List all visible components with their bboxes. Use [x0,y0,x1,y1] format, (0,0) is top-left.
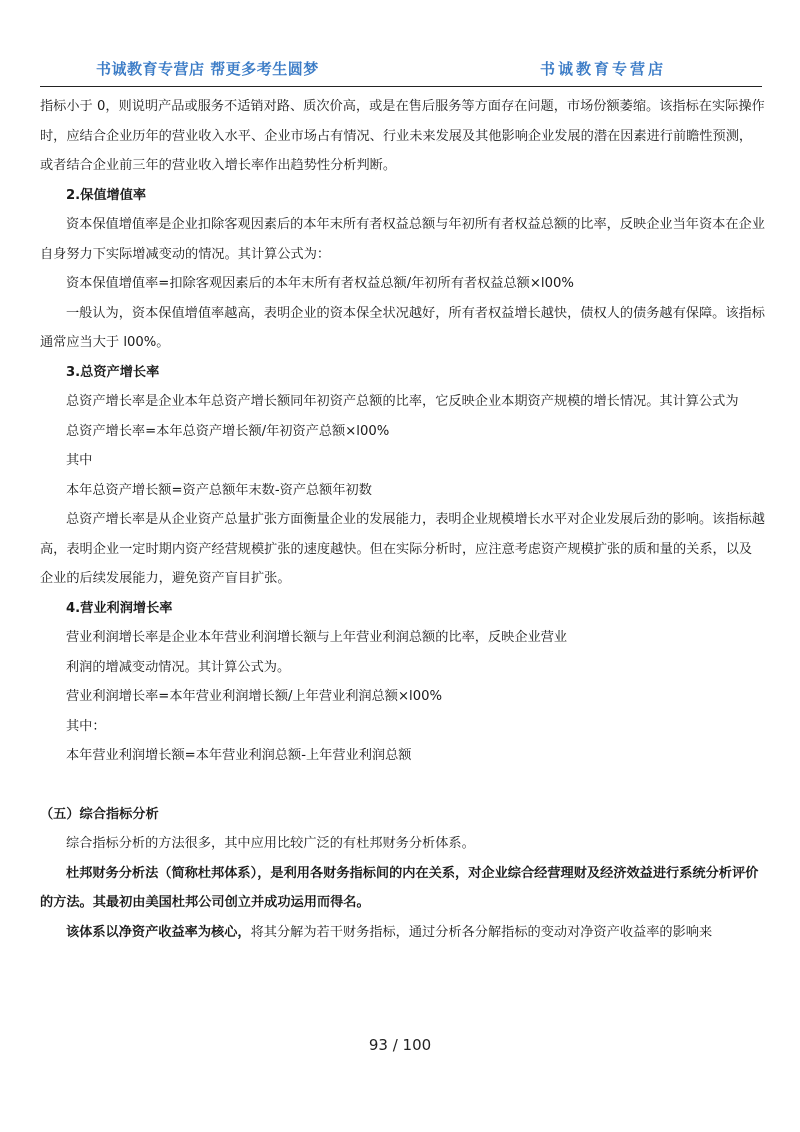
formula: 资本保值增值率=扣除客观因素后的本年末所有者权益总额/年初所有者权益总额×l00% [66,276,574,291]
paragraph-bold [40,859,765,918]
page-number: 93 / 100 [368,1036,432,1054]
spacer [40,771,765,800]
chapter-heading: （五）综合指标分析 [40,806,159,822]
bold-text: 该体系以净资产收益率为核心， [66,924,251,940]
paragraph: 总资产增长率是从企业资产总量扩张方面衡量企业的发展能力，表明企业规模增长水平对企业发展后劲的影响。该指标越高，表明企业一定时期内资产经营规模扩张的速度越快。但在实际分析时，应注意考虑资产规模扩张的质和量的关系，以及企业的后续发展能力，避免资产盲目扩张。 [40,512,765,586]
paragraph: 一般认为，资本保值增值率越高，表明企业的资本保全状况越好，所有者权益增长越快，债权人的债务越有保障。该指标通常应当大于 l00%。 [40,305,765,350]
paragraph: 综合指标分析的方法很多，其中应用比较广泛的有杜邦财务分析体系。 [66,836,475,851]
bold-text: 杜邦财务分析法（简称杜邦体系），是利用各财务指标间的内在关系，对企业综合经营理财及经济效益进行系统分析评价的方法。其最初由美国杜邦公司创立并成功运用而得名。 [40,865,759,910]
paragraph-text: 将其分解为若干财务指标，通过分析各分解指标的变动对净资产收益率的影响来 [250,924,713,940]
formula: 总资产增长率=本年总资产增长额/年初资产总额×l00% [66,423,390,439]
formula: 本年营业利润增长额=本年营业利润总额-上年营业利润总额 [66,748,412,763]
page-header [40,56,762,87]
header-left-text: 书诚教育专营店 帮更多考生圆梦 [96,60,319,78]
document-body [40,92,765,947]
section-heading: 4.营业利润增长率 [66,600,173,616]
paragraph: 指标小于 0，则说明产品或服务不适销对路、质次价高，或是在售后服务等方面存在问题，市场份额萎缩。该指标在实际操作时，应结合企业历年的营业收入水平、企业市场占有情况、行业未来发展及其他影响企业发展的潜在因素进行前瞻性预测，或者结合企业前三年的营业收入增长率作出趋势性分析判断。 [40,99,765,173]
paragraph: 其中： [66,718,106,734]
paragraph [40,918,765,948]
paragraph: 总资产增长率是企业本年总资产增长额同年初资产总额的比率，它反映企业本期资产规模的增长情况。其计算公式为 [66,394,739,409]
section-heading: 3.总资产增长率 [66,364,160,380]
paragraph: 利润的增减变动情况。其计算公式为。 [66,659,291,675]
paragraph: 其中 [66,453,93,468]
formula: 本年总资产增长额=资产总额年末数-资产总额年初数 [66,482,372,498]
paragraph: 营业利润增长率是企业本年营业利润增长额与上年营业利润总额的比率，反映企业营业 [66,630,568,645]
formula: 营业利润增长率=本年营业利润增长额/上年营业利润总额×l00% [66,689,443,704]
header-right-text: 书诚教育专营店 [540,60,667,78]
section-heading: 2.保值增值率 [66,187,147,203]
paragraph: 资本保值增值率是企业扣除客观因素后的本年末所有者权益总额与年初所有者权益总额的比率，反映企业当年资本在企业自身努力下实际增减变动的情况。其计算公式为： [40,217,765,262]
